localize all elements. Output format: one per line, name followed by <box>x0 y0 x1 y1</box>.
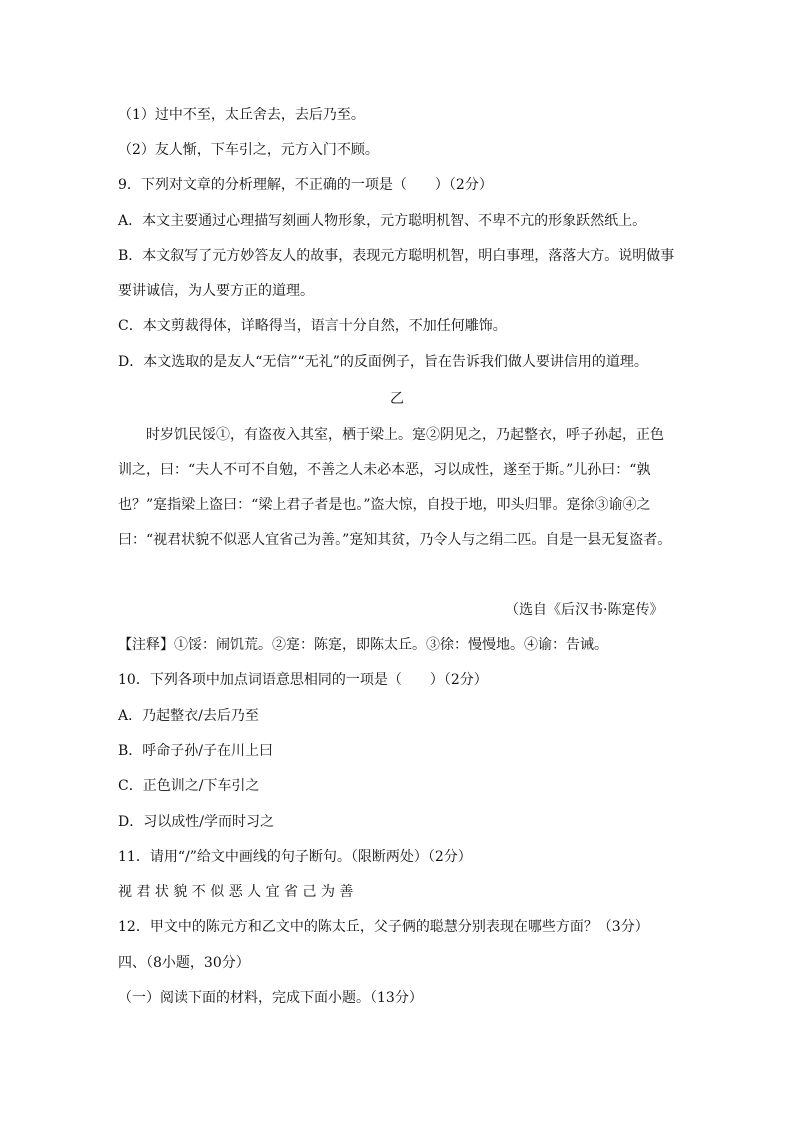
question-11-sentence: 视 君 状 貌 不 似 恶 人 宜 省 己 为 善 <box>118 884 354 900</box>
line-1: （1）过中不至，太丘舍去，去后乃至。 <box>118 107 365 123</box>
question-10-option-d: D．习以成性/学而时习之 <box>118 814 274 830</box>
annotation-note: 【注释】①馁：闹饥荒。②寔：陈寔，即陈太丘。③徐：慢慢地。④谕：告诫。 <box>118 637 608 653</box>
question-10-option-c: C．正色训之/下车引之 <box>118 778 260 794</box>
passage-b-line-1: 时岁饥民馁①，有盗夜入其室，栖于梁上。寔②阴见之，乃起整衣，呼子孙起，正色 <box>146 427 664 443</box>
subsection-1-heading: （一）阅读下面的材料，完成下面小题。（13分） <box>118 990 423 1006</box>
question-9-option-a: A．本文主要通过心理描写刻画人物形象，元方聪明机智、不卑不亢的形象跃然纸上。 <box>118 213 647 229</box>
question-10-option-b: B．呼命子孙/子在川上曰 <box>118 743 274 759</box>
question-10-option-a: A．乃起整衣/去后乃至 <box>118 708 259 724</box>
question-12: 12．甲文中的陈元方和乙文中的陈太丘，父子俩的聪慧分别表现在哪些方面？（3分） <box>118 919 649 935</box>
question-9-option-b-line-1: B．本文叙写了元方妙答友人的故事，表现元方聪明机智，明白事理，落落大方。说明做事 <box>118 248 675 264</box>
passage-b-title: 乙 <box>390 391 404 407</box>
question-10: 10．下列各项中加点词语意思相同的一项是（ ）（2分） <box>118 672 488 688</box>
question-9-option-b-line-2: 要讲诚信，为人要方正的道理。 <box>118 283 314 299</box>
line-2: （2）友人惭，下车引之，元方入门不顾。 <box>118 142 379 158</box>
passage-b-source: （选自《后汉书·陈寔传》 <box>505 602 664 618</box>
passage-b-line-2: 训之，曰：“夫人不可不自勉，不善之人未必本恶，习以成性，遂至于斯。”儿孙曰：“孰 <box>118 462 651 478</box>
question-9-option-c: C．本文剪裁得体，详略得当，语言十分自然，不加任何雕饰。 <box>118 318 507 334</box>
passage-b-line-3: 也？”寔指梁上盗曰：“梁上君子者是也。”盗大惊，自投于地，叩头归罪。寔徐③谕④之 <box>118 497 651 513</box>
question-9: 9．下列对文章的分析理解，不正确的一项是（ ）（2分） <box>118 177 493 193</box>
section-4-heading: 四、（8小题，30分） <box>118 955 250 971</box>
question-9-option-d: D．本文选取的是友人“无信”“无礼”的反面例子，旨在告诉我们做人要讲信用的道理。 <box>118 354 648 370</box>
passage-b-line-4: 曰：“视君状貌不似恶人宜省己为善。”寔知其贫，乃令人与之绢二匹。自是一县无复盗者。 <box>118 532 672 548</box>
question-11: 11．请用“/”给文中画线的句子断句。（限断两处）（2分） <box>118 849 472 865</box>
